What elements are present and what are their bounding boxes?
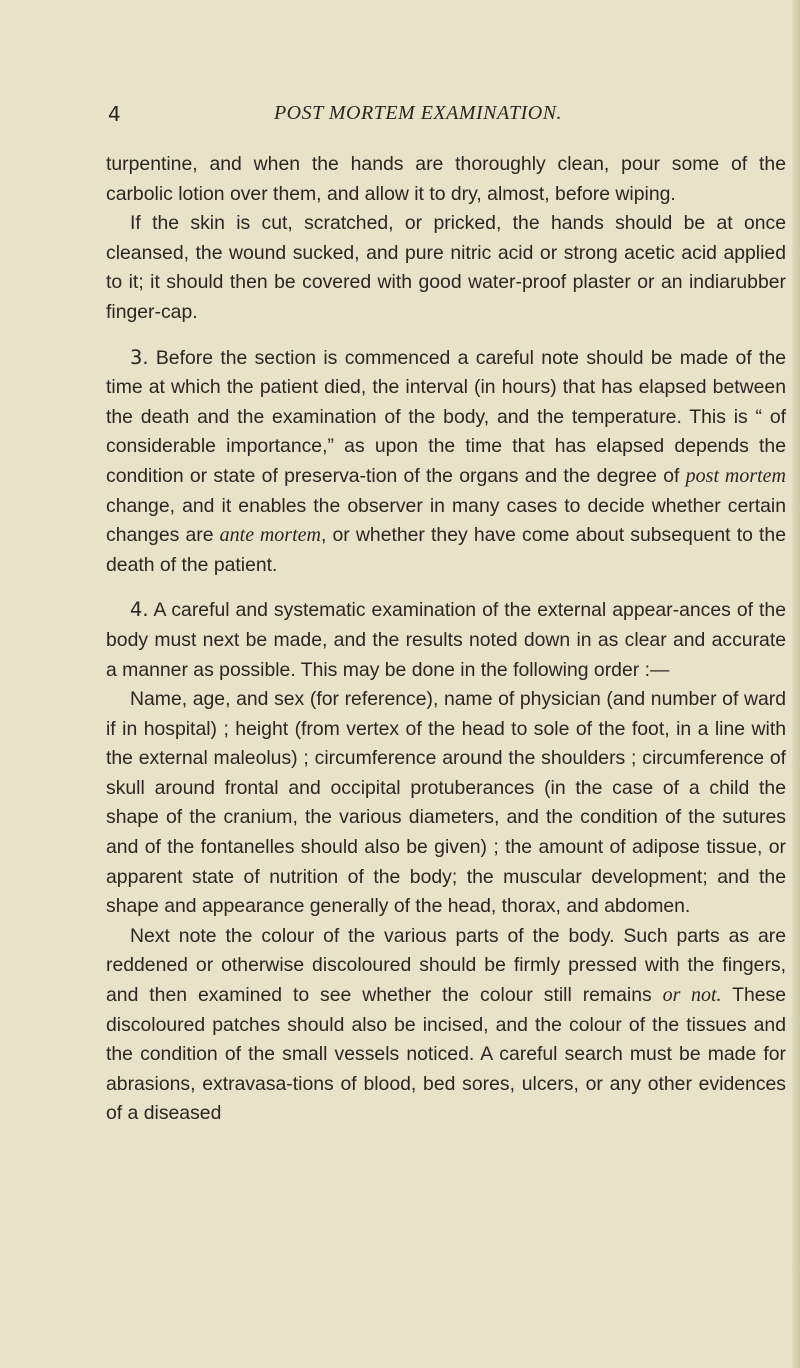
section-3-text-3: , or whether they have come about subsequent to the death of the patient. xyxy=(106,524,786,576)
section-3-italic-ante-mortem: ante mortem xyxy=(219,524,321,547)
colour-note-text-2: These discoloured patches should also be incised, and the colour of the tissues and the condition of the small vessels noticed. A careful search must be made for abrasions, extravasa-tions of blood, bed sores, ulcers, or any other evidences of a diseased xyxy=(106,984,786,1125)
section-3-italic-post-mortem: post mortem xyxy=(685,464,786,487)
page-header xyxy=(78,102,758,132)
page-number: 4 xyxy=(108,102,121,126)
section-3-text-1: Before the section is commenced a careful note should be made of the time at which the patient died, the interval (in hours) that has elapsed between the death and the examination of the body, and the temperature. This is “ of considerable importance,” as upon the time that has elapsed depends the condition or state of preserva-tion of the organs and the degree of xyxy=(106,346,787,487)
paragraph-section-4 xyxy=(106,595,786,685)
section-number-4: 4. xyxy=(130,598,149,622)
section-number-3: 3. xyxy=(130,345,149,369)
running-title: POST MORTEM EXAMINATION. xyxy=(273,102,563,124)
section-3-text-2: change, and it enables the observer in many cases to decide whether certain changes are xyxy=(106,494,786,547)
colour-note-italic: or not. xyxy=(662,984,722,1007)
paragraph-colour-note xyxy=(106,922,786,1129)
body-text xyxy=(106,150,786,1129)
section-4-text: A careful and systematic examination of the external appear-ances of the body must next be made, and the results noted down in as clear and accurate a manner as possible. This may be done in the following order :— xyxy=(106,599,786,681)
colour-note-text-1: Next note the colour of the various parts of the body. Such parts as are reddened or otherwise discoloured should be firmly pressed with the fingers, and then examined to see whether the colour still remains xyxy=(106,924,786,1007)
paragraph-continuation: turpentine, and when the hands are thoroughly clean, pour some of the carbolic lotion over them, and allow it to dry, almost, before wiping. xyxy=(106,153,786,205)
paragraph-name-age-sex: Name, age, and sex (for reference), name of physician (and number of ward if in hospital) ; height (from vertex of the head to sole of the foot, in a line with the external maleolus) ; circumference around the shoulders ; circumference of skull around frontal and occipital protuberances (in the case of a child the shape of the cranium, the various diameters, and the condition of the sutures and of the fontanelles should also be given) ; the amount of adipose tissue, or apparent state of nutrition of the body; the muscular development; and the shape and appearance generally of the head, thorax, and abdomen. xyxy=(106,688,786,918)
paragraph-section-3 xyxy=(106,343,786,581)
page-edge xyxy=(792,0,800,1368)
paragraph-skin-cut: If the skin is cut, scratched, or pricked, the hands should be at once cleansed, the wound sucked, and pure nitric acid or strong acetic acid applied to it; it should then be covered with good water-proof plaster or an indiarubber finger-cap. xyxy=(106,212,786,323)
